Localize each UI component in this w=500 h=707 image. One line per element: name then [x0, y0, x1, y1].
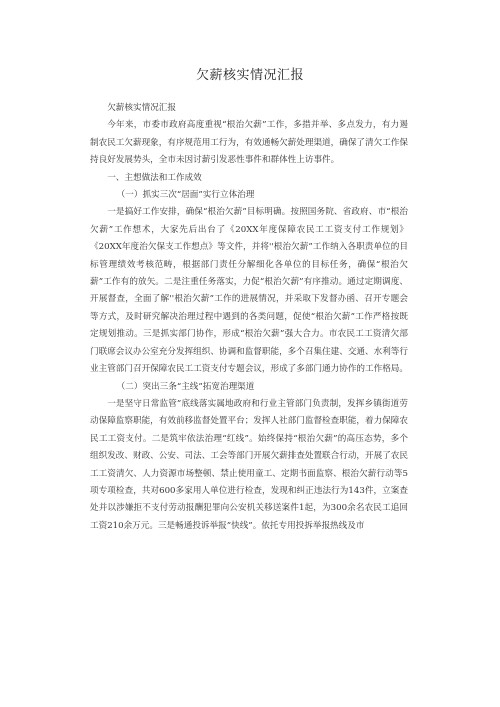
section-heading: 一、主想做法和工作成效 [107, 172, 202, 183]
document-title: 欠薪核实情况汇报 [195, 68, 304, 83]
body-paragraph: 一是搞好工作安排，确保“根治欠薪”目标明确。按照国务院、省政府、市“根治欠薪”工作想术，大家先后出台了《20XX年度保障农民工工资支付工作规划》《20XX年度治欠保支工作想点》等文件，并将''根治欠薪”工作纳入各职责单位的目标管理绩效考核范畴，根据部门责任分解细化各单位的目标任务，确保“根治欠薪”工作有的放矢。二是注重任务落实，力促“根治欠薪”有序推动。通过定期调度、开展督查，全面了解''根治欠薪”工作的进展情况，并采取下发督办函、召开专题会等方式，及时研究解决治理过程中遇到的各类问题，促使“根治欠薪”工作严格按既定规划推动。三是抓实部门协作，形成“根治欠薪”强大合力。市农民工工资清欠部门联席会议办公室充分发挥组织、协调和监督职能，多个召集住建、交通、水利等行业主管部门召开保障农民工工资支付专题会议，形成了多部门通力协作的工作格局。 [90, 207, 408, 375]
body-paragraph: 今年来，市委市政府高度重视“根治欠薪”工作，多措并举、多点发力，有力遏制农民工欠薪现象，有序规范用工行为，有效通畅欠薪处理渠道，确保了清欠工作保持良好发展势头，全市未因讨薪引发恶性事件和群体性上访事件。 [90, 120, 408, 166]
document-body [90, 100, 408, 535]
subsection-heading: （一）抓实三次“居面”实行立体治理 [116, 190, 255, 201]
body-paragraph: 欠薪核实情况汇报 [107, 103, 176, 113]
subsection-heading: （二）突出三条“主线”拓宽治理渠道 [116, 381, 255, 392]
body-paragraph: 一是坚守日常监管”底线落实属地政府和行业主管部门负责制，发挥乡镇街道劳动保障监察职能，有效前移监督处置平台；发挥人社部门监督检查职能，着力保障农民工工资支付。二是筑牢依法治理“红线”。始终保持“根治欠薪”的高压态势，多个组织发改、财政、公安、司法、工会等部门开展欠薪排查处置联合行动，开展了农民工工资清欠、人力资源市场整顿、禁止使用童工、定期书面监察、根治欠薪行动等5项专项检查，共对600多家用人单位进行检查，发现和纠正违法行为143件，立案查处并以涉嫌拒不支付劳动报酬犯罪向公安机关移送案件1起，为300余名农民工追回工资210余万元。三是畅通投诉举报”快线”。依托专用投拆举报热线及市 [90, 398, 408, 531]
